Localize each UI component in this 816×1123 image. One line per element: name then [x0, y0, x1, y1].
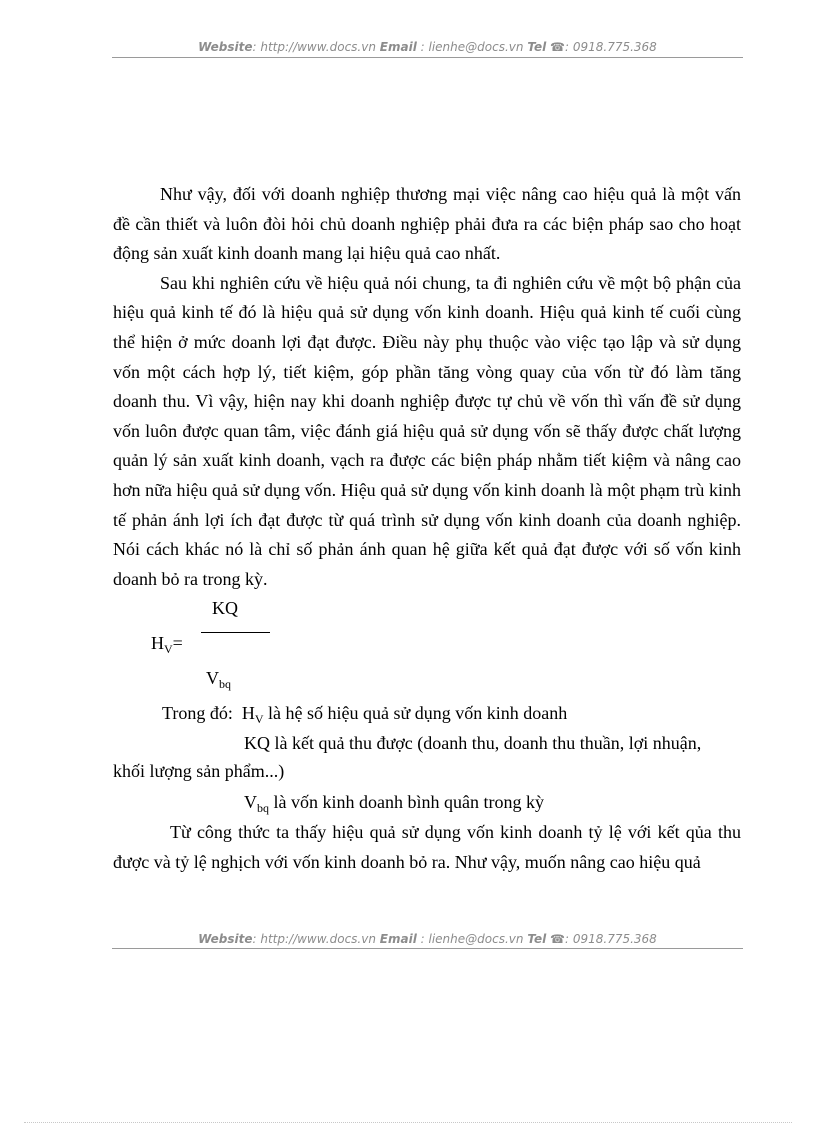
- footer-email-label: Email: [379, 932, 417, 946]
- legend-hv-sub: V: [254, 712, 264, 726]
- footer-website-value: : http://www.docs.vn: [252, 932, 376, 946]
- phone-icon: ☎: [550, 932, 565, 946]
- formula-lhs: [151, 633, 183, 657]
- page-header: [112, 38, 743, 56]
- footer-website-label: Website: [198, 932, 253, 946]
- legend-intro: Trong đó:: [162, 703, 233, 723]
- header-tel-label: Tel: [527, 40, 547, 54]
- formula-den-sub: bq: [219, 677, 231, 691]
- footer-tel-value: : 0918.775.368: [564, 932, 657, 946]
- legend-vbq-line: [244, 792, 544, 816]
- formula-fraction-bar: [201, 632, 270, 633]
- legend-vbq-text: là vốn kinh doanh bình quân trong kỳ: [273, 792, 544, 812]
- paragraph-2: Sau khi nghiên cứu về hiệu quả nói chung, ta đi nghiên cứu về một bộ phận của hiệu quả kinh tế đó là hiệu quả sử dụng vốn kinh doanh. Hiệu quả kinh tế cuối cùng thể hiện ở mức doanh lợi đạt được. Điều này phụ thuộc vào việc tạo lập và sử dụng vốn một cách hợp lý, tiết kiệm, góp phần tăng vòng quay của vốn từ đó làm tăng doanh thu. Vì vậy, hiện nay khi doanh nghiệp được tự chủ về vốn thì vấn đề sử dụng vốn luôn được quan tâm, việc đánh giá hiệu quả sử dụng vốn sẽ thấy được chất lượng quản lý sản xuất kinh doanh, vạch ra được các biện pháp nhằm tiết kiệm và nâng cao hơn nữa hiệu quả sử dụng vốn. Hiệu quả sử dụng vốn kinh doanh là một phạm trù kinh tế phản ánh lợi ích đạt được từ quá trình sử dụng vốn kinh doanh của doanh nghiệp. Nói cách khác nó là chỉ số phản ánh quan hệ giữa kết quả đạt được với số vốn kinh doanh bỏ ra trong kỳ.: [113, 272, 741, 589]
- formula-equals: =: [172, 633, 183, 653]
- closing-paragraph: Từ công thức ta thấy hiệu quả sử dụng vốn kinh doanh tỷ lệ với kết qủa thu được và tỷ lệ nghịch với vốn kinh doanh bỏ ra. Như vậy, muốn nâng cao hiệu quả: [113, 822, 741, 872]
- formula-lhs-base: H: [151, 633, 164, 653]
- header-website-value: : http://www.docs.vn: [252, 40, 376, 54]
- legend-vbq-sub: bq: [257, 801, 269, 815]
- header-email-label: Email: [379, 40, 417, 54]
- formula-numerator: KQ: [212, 598, 238, 618]
- legend-hv-text: là hệ số hiệu quả sử dụng vốn kinh doanh: [268, 703, 568, 723]
- formula-den-base: V: [206, 668, 219, 688]
- legend-kq-continuation: khối lượng sản phẩm...): [113, 761, 285, 781]
- phone-icon: ☎: [550, 40, 565, 54]
- footer-rule: [112, 948, 743, 949]
- formula-lhs-sub: V: [164, 642, 173, 656]
- legend-hv-line: [162, 703, 567, 727]
- paragraph-1: Như vậy, đối với doanh nghiệp thương mại việc nâng cao hiệu quả là một vấn đề cần thiết và luôn đòi hỏi chủ doanh nghiệp phải đưa ra các biện pháp sao cho hoạt động sản xuất kinh doanh mang lại hiệu quả cao nhất.: [113, 184, 741, 264]
- document-body: [113, 180, 741, 594]
- footer-tel-label: Tel: [527, 932, 547, 946]
- header-tel-value: : 0918.775.368: [564, 40, 657, 54]
- page-footer: [112, 930, 743, 948]
- legend-hv-base: H: [241, 703, 255, 723]
- closing-text: [113, 818, 741, 877]
- legend-vbq-base: V: [244, 792, 257, 812]
- header-email-value: : lienhe@docs.vn: [420, 40, 524, 54]
- legend-kq-line: KQ là kết quả thu được (doanh thu, doanh thu thuần, lợi nhuận,: [244, 733, 702, 753]
- footer-email-value: : lienhe@docs.vn: [420, 932, 524, 946]
- header-rule: [112, 57, 743, 58]
- header-website-label: Website: [198, 40, 253, 54]
- formula-denominator: [206, 668, 231, 692]
